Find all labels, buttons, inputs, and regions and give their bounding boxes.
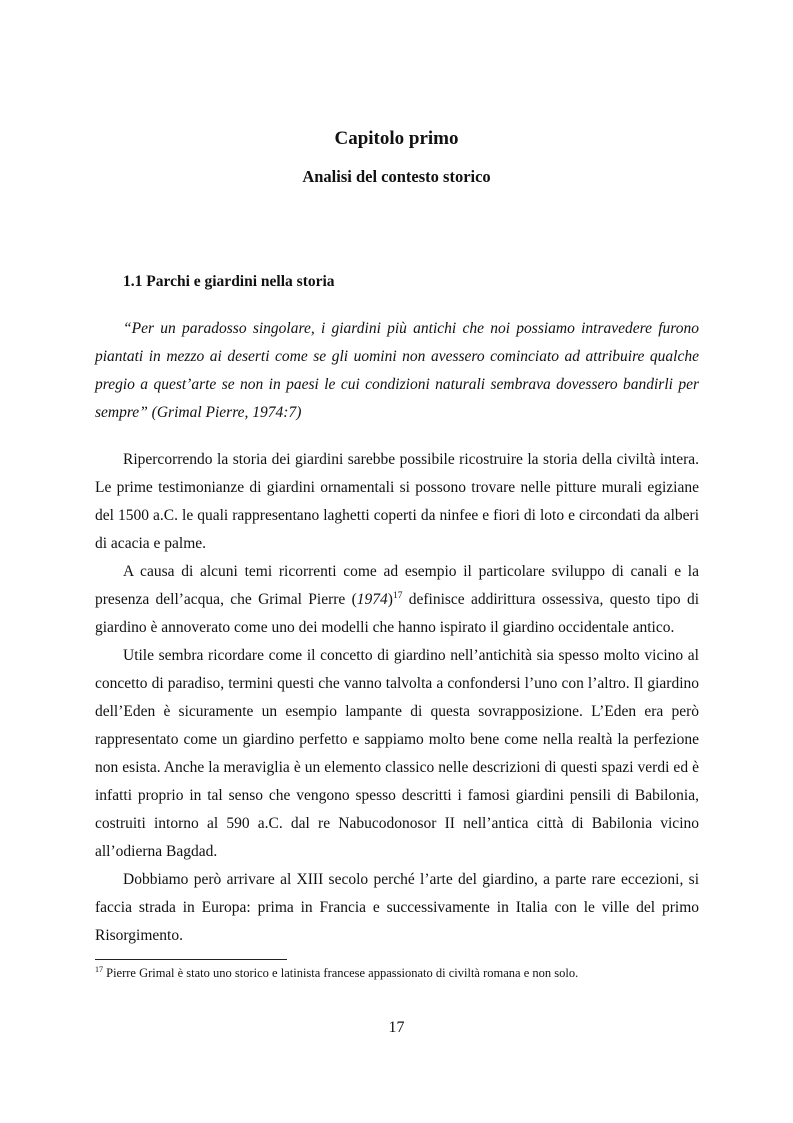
body-text	[95, 446, 699, 950]
footnote-divider	[95, 959, 287, 960]
footnote-number: 17	[95, 964, 103, 974]
paragraph-3: Utile sembra ricordare come il concetto di giardino nell’antichità sia spesso molto vicino al concetto di paradiso, termini questi che vanno talvolta a confondersi l’uno con l’altro. Il giardino dell’Eden è sicuramente un esempio lampante di questa sovrapposizione. L’Eden era però rappresentato come un giardino perfetto e sappiamo molto bene come nella realtà la perfezione non esista. Anche la meraviglia è un elemento classico nelle descrizioni di questi spazi verdi ed è infatti proprio in tal senso che vengono spesso descritti i famosi giardini pensili di Babilonia, costruiti intorno al 590 a.C. dal re Nabucodonosor II nell’antica città di Babilonia vicino all’odierna Bagdad.	[95, 647, 699, 860]
footnote-reference[interactable]: 17	[392, 590, 403, 601]
paragraph-4: Dobbiamo però arrivare al XIII secolo perché l’arte del giardino, a parte rare eccezioni, si faccia strada in Europa: prima in Francia e successivamente in Italia con le ville del primo Risorgimento.	[95, 871, 699, 944]
chapter-title: Capitolo primo	[334, 128, 459, 149]
epigraph-quote: “Per un paradosso singolare, i giardini più antichi che noi possiamo intravedere furono piantati in mezzo ai deserti come se gli uomini non avessero cominciato ad attribuire qualche pregio a quest’arte se non in paesi le cui condizioni naturali sembrava dovessero bandirli per sempre” (Grimal Pierre, 1974:7)	[95, 320, 699, 421]
page-number: 17	[388, 1019, 405, 1036]
chapter-subtitle: Analisi del contesto storico	[302, 167, 491, 186]
section-heading: 1.1 Parchi e giardini nella storia	[123, 273, 335, 290]
paragraph-2-text-end: definisce addirittura ossessiva, questo tipo di giardino è annoverato come uno dei modelli che hanno ispirato il giardino occidentale antico.	[95, 591, 699, 636]
paragraph-1: Ripercorrendo la storia dei giardini sarebbe possibile ricostruire la storia della civiltà intera. Le prime testimonianze di giardini ornamentali si possono trovare nelle pitture murali egiziane del 1500 a.C. le quali rappresentano laghetti coperti da ninfee e fiori di loto e circondati da alberi di acacia e palme.	[95, 451, 699, 552]
citation-close: )	[387, 591, 393, 608]
paragraph-2-text-start: A causa di alcuni temi ricorrenti come ad esempio il particolare sviluppo di canali e la presenza dell’acqua, che Grimal Pierre (	[95, 563, 699, 608]
citation-year: 1974	[356, 591, 388, 608]
footnote-text: Pierre Grimal è stato uno storico e latinista francese appassionato di civiltà romana e non solo.	[103, 966, 579, 980]
footnote	[95, 964, 699, 982]
paragraph-2	[95, 558, 699, 642]
